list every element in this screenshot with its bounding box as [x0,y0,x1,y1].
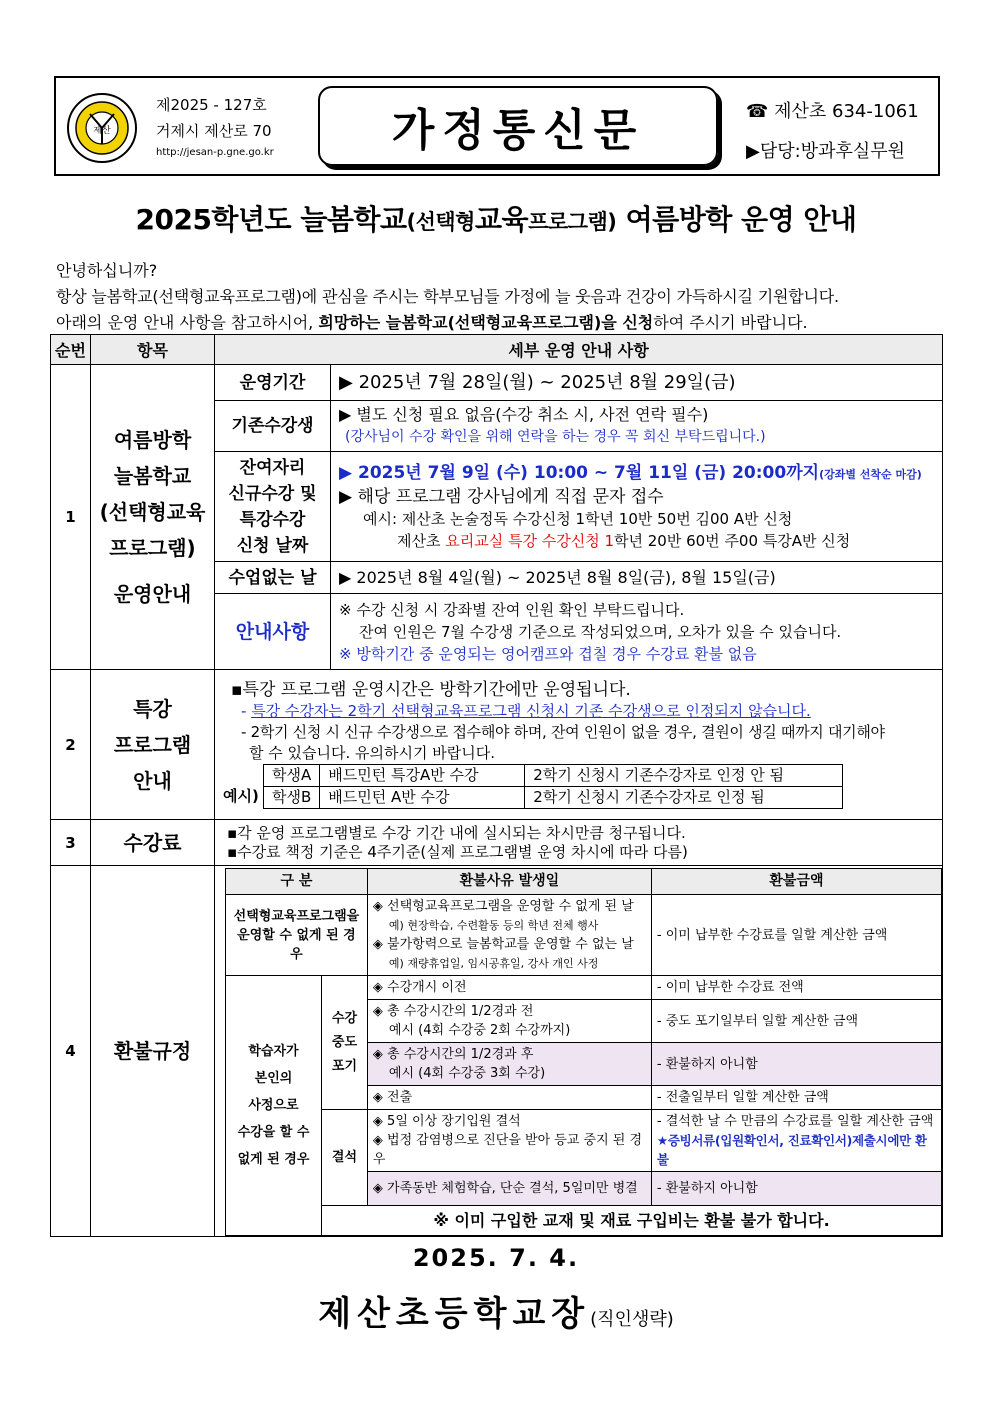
refund-table [225,868,942,1236]
refund-row: 선택형교육프로그램을 운영할 수 없게 된 경우 ◈ 선택형교육프로그램을 운영할 수 없게 된 날 예) 현장학습, 수련활동 등의 학년 전체 행사 ◈ 불가항력으로 늘봄학교를 운영할 수 없는 날 예) 재량휴업일, 임시공휴일, 강사 개인 사정 - 이미 납부한 수강료를 일할 계산한 금액 [226,895,942,976]
contact-block [746,92,919,172]
newsletter-title: 가정통신문 [318,86,718,166]
issue-date: 2025. 7. 4. [412,1244,580,1272]
principal-signature: 제산초등학교장(직인생략) [318,1294,674,1334]
example-row: 학생A 배드민턴 특강A반 수강 2학기 신청시 기존수강자로 인정 안 됨 [264,765,843,787]
col-header-item: 항목 [91,335,215,365]
row-number: 3 [51,820,91,866]
issue-number: 제2025 - 127호 [156,96,267,114]
period-label: 운영기간 [215,365,331,401]
table-row [51,670,943,820]
refund-row: ◈ 전출 - 전출일부터 일할 계산한 금액 [226,1086,942,1110]
phone-number: ☎ 제산초 634-1061 [746,101,919,122]
school-address: 거제시 제산로 70 [156,122,272,140]
svg-text:제산: 제산 [93,126,111,136]
special-class-detail: ▪특강 프로그램 운영시간은 방학기간에만 운영됩니다. - 특강 수강자는 2학기 선택형교육프로그램 신청시 기존 수강생으로 인정되지 않습니다. - 2학기 신청 시 신규 수강생으로 접수해야 하며, 잔여 인원이 없을 경우, 결원이 생길 때까지 대기해야 할 수 있습니다. 유의하시기 바랍니다. 예시) 학생A 배드민턴 특강A반 수강 2학기 신청시 기존수강자로 인정 안 됨 학생B 배드민턴 A반 수강 2학기 신청시 기존수강자로 인정 됨 [215,670,943,820]
example-row: 학생B 배드민턴 A반 수강 2학기 신청시 기존수강자로 인정 됨 [264,787,843,809]
document-title: 2025학년도 늘봄학교(선택형교육프로그램) 여름방학 운영 안내 [135,203,857,236]
refund-detail [215,866,943,1237]
greeting-line-1: 안녕하십니까? [56,261,158,280]
refund-row: ◈ 총 수강시간의 1/2경과 전 예시 (4회 수강중 2회 수강까지) - 중도 포기일부터 일할 계산한 금액 [226,1000,942,1043]
letterhead [54,76,940,176]
greeting-line-3: 아래의 운영 안내 사항을 참고하시어, 희망하는 늘봄학교(선택형교육프로그램)을 신청하여 주시기 바랍니다. [56,313,808,332]
existing-label: 기존수강생 [215,401,331,452]
school-address-block [156,92,274,162]
table-row [51,820,943,866]
greeting-line-2: 항상 늘봄학교(선택형교육프로그램)에 관심을 주시는 학부모님들 가정에 늘 웃음과 건강이 가득하시길 기원합니다. [56,287,839,306]
school-url: http://jesan-p.gne.go.kr [156,147,274,158]
refund-row: ◈ 총 수강시간의 1/2경과 후 예시 (4회 수강중 3회 수강) - 환불하지 아니함 [226,1043,942,1086]
example-label: 예시) [223,787,259,805]
refund-header-row: 구 분 환불사유 발생일 환불금액 [226,869,942,895]
refund-footnote-row [226,1206,942,1236]
no-class-label: 수업없는 날 [215,562,331,594]
no-class-value: ▶ 2025년 8월 4일(월) ~ 2025년 8월 8일(금), 8월 15일(금) [331,562,943,594]
info-table [50,334,943,1237]
example-table [263,764,843,809]
refund-row: ◈ 가족동반 체험학습, 단순 결석, 5일미만 병결 - 환불하지 아니함 [226,1172,942,1206]
col-header-num: 순번 [51,335,91,365]
existing-detail: ▶ 별도 신청 필요 없음(수강 취소 시, 사전 연락 필수) (강사님이 수강 확인을 위해 연락을 하는 경우 꼭 회신 부탁드립니다.) [331,401,943,452]
greeting [56,258,946,336]
notice-detail: ※ 수강 신청 시 강좌별 잔여 인원 확인 부탁드립니다. 잔여 인원은 7월 수강생 기준으로 작성되었으며, 오차가 있을 수 있습니다. ※ 방학기간 중 운영되는 영어캠프와 겹칠 경우 수강료 환불 없음 [331,594,943,670]
table-row [51,365,943,401]
apply-label: 잔여자리 신규수강 및 특강수강 신청 날짜 [215,452,331,562]
notice-label: 안내사항 [215,594,331,670]
col-header-detail: 세부 운영 안내 사항 [215,335,943,365]
row-category: 수강료 [91,820,215,866]
fee-detail: ▪각 운영 프로그램별로 수강 기간 내에 실시되는 차시만큼 청구됩니다. ▪수강료 책정 기준은 4주기준(실제 프로그램별 운영 차시에 따라 다름) [215,820,943,866]
row-category: 여름방학 늘봄학교 (선택형교육 프로그램) 운영안내 [91,365,215,670]
table-header-row [51,335,943,365]
person-in-charge: ▶담당:방과후실무원 [746,141,906,162]
refund-footnote: ※ 이미 구입한 교재 및 재료 구입비는 환불 불가 합니다. [322,1206,942,1236]
row-number: 2 [51,670,91,820]
school-emblem-icon [66,92,138,164]
period-value: ▶ 2025년 7월 28일(월) ~ 2025년 8월 29일(금) [331,365,943,401]
row-number: 4 [51,866,91,1237]
row-number: 1 [51,365,91,670]
apply-detail: ▶ 2025년 7월 9일 (수) 10:00 ~ 7월 11일 (금) 20:00까지(강좌별 선착순 마감) ▶ 해당 프로그램 강사님에게 직접 문자 접수 예시: 제산초 논술정독 수강신청 1학년 10반 50번 김00 A반 신청 제산초 요리교실 특강 수강신청 1학년 20반 60번 주00 특강A반 신청 [331,452,943,562]
table-row [51,866,943,1237]
row-category: 환불규정 [91,866,215,1237]
refund-row: 학습자가 본인의 사정으로 수강을 할 수 없게 된 경우 수강 중도 포기 ◈ 수강개시 이전 - 이미 납부한 수강료 전액 [226,976,942,1000]
row-category: 특강 프로그램 안내 [91,670,215,820]
refund-row: 결석 ◈ 5일 이상 장기입원 결석 ◈ 법정 감염병으로 진단을 받아 등교 중지 된 경우 - 결석한 날 수 만큼의 수강료를 일할 계산한 금액 ★증빙서류(입원확인서, 진료확인서)제출시에만 환불 [226,1110,942,1172]
